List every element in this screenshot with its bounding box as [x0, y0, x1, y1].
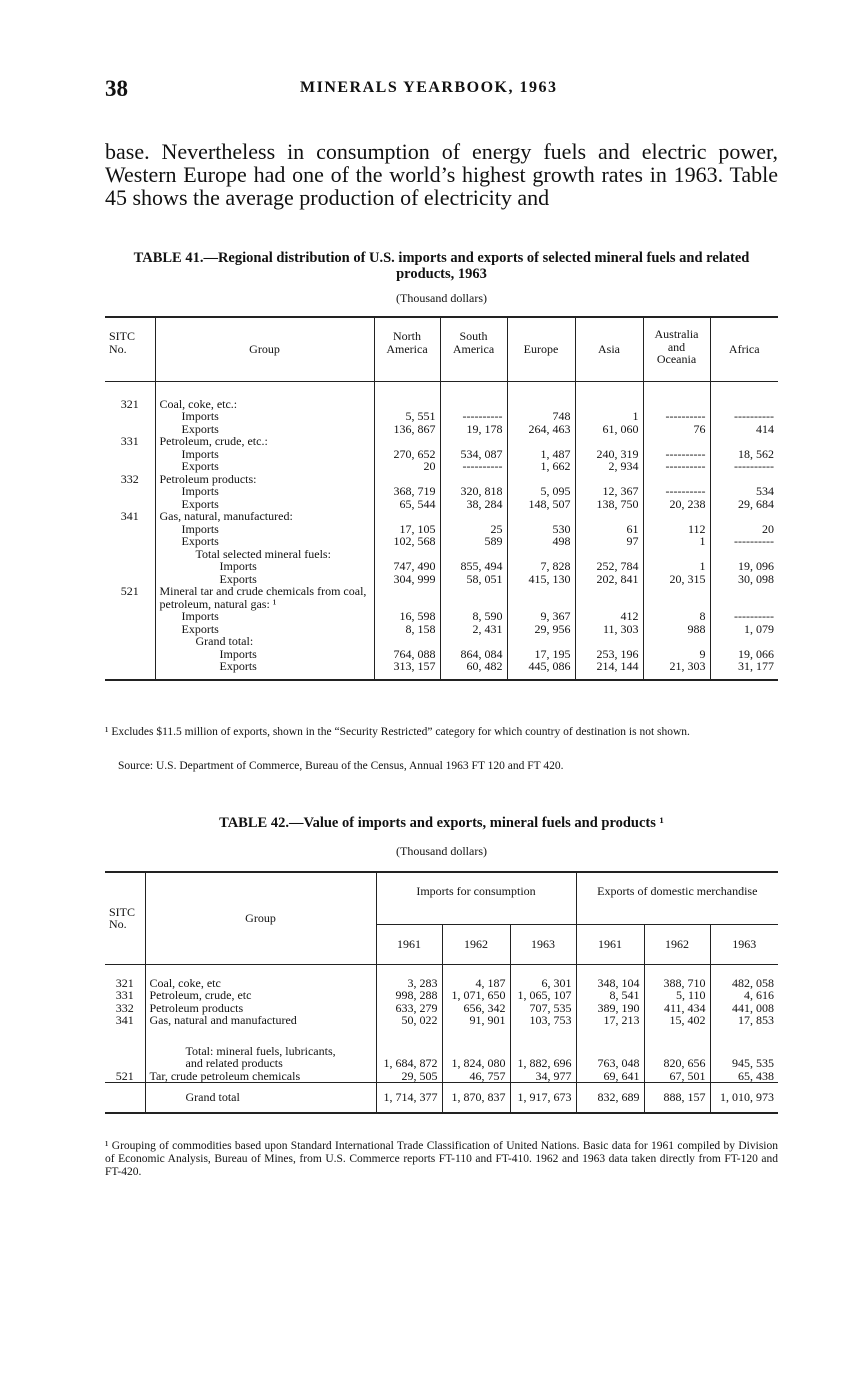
value-cell: 4, 187 — [442, 964, 510, 989]
value-cell — [440, 585, 507, 610]
col-header-europe: Europe — [507, 317, 575, 381]
value-cell: 20, 315 — [643, 573, 710, 586]
sitc-cell — [105, 648, 155, 661]
table42-footnote: ¹ Grouping of commodities based upon Standard International Trade Classification of United Nations. Basic data for 1961 compiled by Division of Economic Analysis, Bureau of Mines, from U.S. Commerce reports FT-110 and FT-410. 1962 and 1963 data taken directly from FT-120 and FT-420. — [105, 1140, 778, 1178]
value-cell: 1, 071, 650 — [442, 989, 510, 1002]
value-cell: 633, 279 — [376, 1002, 442, 1015]
value-cell: 415, 130 — [507, 573, 575, 586]
col-header-australia-oceania: Australia and Oceania — [643, 317, 710, 381]
col-header-south-america: South America — [440, 317, 507, 381]
group-cell — [155, 560, 374, 573]
value-cell — [374, 635, 440, 648]
value-cell: 445, 086 — [507, 660, 575, 680]
value-cell: 763, 048 — [576, 1027, 644, 1070]
t42-year-header: 1963 — [510, 924, 576, 964]
value-cell: 855, 494 — [440, 560, 507, 573]
value-cell: 5, 110 — [644, 989, 710, 1002]
value-cell: ---------- — [643, 485, 710, 498]
group-label: Grand total — [185, 1090, 240, 1104]
value-cell — [507, 381, 575, 410]
value-cell: 91, 901 — [442, 1014, 510, 1027]
value-cell: 17, 853 — [710, 1014, 778, 1027]
group-cell — [145, 1083, 376, 1113]
group-label: Gas, natural and manufactured — [149, 1013, 297, 1027]
table-row — [105, 635, 778, 648]
group-label: Imports — [181, 609, 219, 623]
table-row — [105, 548, 778, 561]
value-cell: 5, 095 — [507, 485, 575, 498]
t42-year-header: 1963 — [710, 924, 778, 964]
value-cell: 945, 535 — [710, 1027, 778, 1070]
sitc-cell — [105, 660, 155, 680]
table41-source: Source: U.S. Department of Commerce, Bureau of the Census, Annual 1963 FT 120 and FT 420. — [118, 760, 564, 772]
value-cell: ---------- — [643, 460, 710, 473]
value-cell: 17, 213 — [576, 1014, 644, 1027]
value-cell: 8, 158 — [374, 623, 440, 636]
sitc-cell: 521 — [120, 584, 139, 598]
table42 — [105, 871, 778, 1114]
t42-col-header-sitc: SITC No. — [105, 872, 145, 964]
value-cell — [710, 435, 778, 448]
value-cell: 20 — [374, 460, 440, 473]
value-cell: 19, 066 — [710, 648, 778, 661]
value-cell: 20 — [710, 523, 778, 536]
table-row — [105, 1070, 778, 1083]
value-cell — [440, 435, 507, 448]
value-cell — [374, 510, 440, 523]
value-cell: 65, 544 — [374, 498, 440, 511]
value-cell: 17, 105 — [374, 523, 440, 536]
value-cell: 138, 750 — [575, 498, 643, 511]
value-cell: 368, 719 — [374, 485, 440, 498]
value-cell: 29, 684 — [710, 498, 778, 511]
table-row — [105, 964, 778, 989]
group-label: Imports — [181, 409, 219, 423]
table-row — [105, 1027, 778, 1070]
value-cell: 441, 008 — [710, 1002, 778, 1015]
value-cell: 998, 288 — [376, 989, 442, 1002]
value-cell — [575, 510, 643, 523]
group-cell — [155, 548, 374, 561]
sitc-cell: 331 — [120, 434, 139, 448]
sitc-cell — [105, 610, 155, 623]
value-cell — [575, 585, 643, 610]
value-cell: 240, 319 — [575, 448, 643, 461]
value-cell: 748 — [507, 410, 575, 423]
value-cell: 1, 870, 837 — [442, 1083, 510, 1113]
value-cell: 69, 641 — [576, 1070, 644, 1083]
value-cell: 58, 051 — [440, 573, 507, 586]
t42-year-header: 1962 — [644, 924, 710, 964]
value-cell — [710, 381, 778, 410]
value-cell: 389, 190 — [576, 1002, 644, 1015]
value-cell: 534, 087 — [440, 448, 507, 461]
value-cell: 3, 283 — [376, 964, 442, 989]
body-paragraph: base. Nevertheless in consumption of energy fuels and electric power, Western Europe had one of the world’s highest growth rates in 1963. Table 45 shows the average production of electricity and — [105, 139, 778, 210]
value-cell: 656, 342 — [442, 1002, 510, 1015]
value-cell: 61 — [575, 523, 643, 536]
table-row — [105, 1014, 778, 1027]
group-cell — [145, 1027, 376, 1070]
value-cell: 530 — [507, 523, 575, 536]
sitc-cell: 332 — [115, 1000, 134, 1015]
value-cell: 61, 060 — [575, 423, 643, 436]
value-cell — [643, 635, 710, 648]
value-cell: ---------- — [710, 410, 778, 423]
value-cell — [710, 635, 778, 648]
value-cell: 1, 662 — [507, 460, 575, 473]
value-cell: 1, 010, 973 — [710, 1083, 778, 1113]
value-cell: 764, 088 — [374, 648, 440, 661]
sitc-cell — [105, 485, 155, 498]
value-cell: 747, 490 — [374, 560, 440, 573]
t42-header-exports: Exports of domestic merchandise — [576, 872, 778, 924]
col-header-sitc: SITC No. — [105, 317, 155, 381]
value-cell: 29, 956 — [507, 623, 575, 636]
value-cell: 270, 652 — [374, 448, 440, 461]
value-cell: 6, 301 — [510, 964, 576, 989]
value-cell: 1, 824, 080 — [442, 1027, 510, 1070]
value-cell — [374, 585, 440, 610]
value-cell: 498 — [507, 535, 575, 548]
value-cell: 31, 177 — [710, 660, 778, 680]
value-cell: ---------- — [710, 535, 778, 548]
sitc-cell: 332 — [120, 471, 139, 486]
value-cell: 9, 367 — [507, 610, 575, 623]
group-label: Coal, coke, etc — [149, 975, 221, 990]
group-label: Total: mineral fuels, lubricants, and related products — [185, 1043, 336, 1070]
group-label: Imports — [219, 646, 257, 661]
value-cell: 589 — [440, 535, 507, 548]
value-cell: 1 — [575, 410, 643, 423]
value-cell: 313, 157 — [374, 660, 440, 680]
value-cell: 38, 284 — [440, 498, 507, 511]
value-cell: 8, 541 — [576, 989, 644, 1002]
value-cell: 707, 535 — [510, 1002, 576, 1015]
value-cell: 1 — [643, 560, 710, 573]
table42-unit: (Thousand dollars) — [396, 844, 487, 858]
table-row — [105, 660, 778, 680]
value-cell: 11, 303 — [575, 623, 643, 636]
value-cell: 864, 084 — [440, 648, 507, 661]
sitc-cell — [105, 523, 155, 536]
sitc-cell — [105, 560, 155, 573]
value-cell: 97 — [575, 535, 643, 548]
t42-year-header: 1961 — [576, 924, 644, 964]
group-cell — [155, 623, 374, 636]
value-cell — [575, 381, 643, 410]
group-label: Imports — [219, 559, 257, 573]
value-cell: 76 — [643, 423, 710, 436]
value-cell: 148, 507 — [507, 498, 575, 511]
value-cell — [643, 510, 710, 523]
table41-body — [105, 381, 778, 680]
t42-year-header: 1962 — [442, 924, 510, 964]
value-cell: 103, 753 — [510, 1014, 576, 1027]
col-header-asia: Asia — [575, 317, 643, 381]
value-cell: 50, 022 — [376, 1014, 442, 1027]
sitc-cell — [105, 623, 155, 636]
group-label: Petroleum, crude, etc — [149, 988, 252, 1002]
sitc-cell: 321 — [115, 975, 134, 990]
group-label: Imports — [181, 484, 219, 498]
group-label: Mineral tar and crude chemicals from coal, petroleum, natural gas: ¹ — [159, 584, 367, 611]
value-cell: 1, 882, 696 — [510, 1027, 576, 1070]
value-cell: 202, 841 — [575, 573, 643, 586]
sitc-cell: 521 — [115, 1068, 134, 1083]
value-cell: 9 — [643, 648, 710, 661]
sitc-cell: 341 — [115, 1013, 134, 1027]
sitc-cell — [105, 1027, 145, 1070]
value-cell: 1, 917, 673 — [510, 1083, 576, 1113]
value-cell: 34, 977 — [510, 1070, 576, 1083]
value-cell: ---------- — [643, 448, 710, 461]
table-row — [105, 560, 778, 573]
table42-caption: TABLE 42.—Value of imports and exports, mineral fuels and products ¹ — [219, 815, 664, 831]
value-cell: 5, 551 — [374, 410, 440, 423]
value-cell: 820, 656 — [644, 1027, 710, 1070]
value-cell: 17, 195 — [507, 648, 575, 661]
value-cell — [575, 435, 643, 448]
group-label: Gas, natural, manufactured: — [159, 509, 293, 523]
value-cell — [710, 510, 778, 523]
group-label: Exports — [219, 571, 257, 586]
value-cell: 1 — [643, 535, 710, 548]
table42-body — [105, 964, 778, 1113]
value-cell: 414 — [710, 423, 778, 436]
sitc-cell — [105, 548, 155, 561]
value-cell: 18, 562 — [710, 448, 778, 461]
value-cell: 30, 098 — [710, 573, 778, 586]
running-head: MINERALS YEARBOOK, 1963 — [300, 79, 558, 96]
group-label: Imports — [181, 446, 219, 461]
group-label: Exports — [181, 534, 219, 548]
t42-header-imports: Imports for consumption — [376, 872, 576, 924]
value-cell: 2, 934 — [575, 460, 643, 473]
value-cell: ---------- — [440, 410, 507, 423]
value-cell: 1, 714, 377 — [376, 1083, 442, 1113]
group-label: Petroleum, crude, etc.: — [159, 434, 268, 448]
table-row — [105, 585, 778, 610]
value-cell: 304, 999 — [374, 573, 440, 586]
col-header-africa: Africa — [710, 317, 778, 381]
value-cell — [507, 585, 575, 610]
table-row — [105, 1083, 778, 1113]
value-cell — [507, 435, 575, 448]
group-label: Exports — [181, 459, 219, 473]
group-cell — [155, 585, 374, 610]
value-cell — [507, 510, 575, 523]
group-label: Exports — [181, 496, 219, 511]
col-header-north-america: North America — [374, 317, 440, 381]
value-cell: 534 — [710, 485, 778, 498]
value-cell: 1, 684, 872 — [376, 1027, 442, 1070]
group-label: Total selected mineral fuels: — [195, 546, 331, 561]
value-cell: 8, 590 — [440, 610, 507, 623]
value-cell: ---------- — [710, 610, 778, 623]
table41-footnote: ¹ Excludes $11.5 million of exports, shown in the “Security Restricted” category for which country of destination is not shown. — [105, 726, 690, 738]
value-cell: 60, 482 — [440, 660, 507, 680]
value-cell — [507, 635, 575, 648]
value-cell — [710, 585, 778, 610]
value-cell: ---------- — [440, 460, 507, 473]
value-cell: 67, 501 — [644, 1070, 710, 1083]
col-header-group: Group — [155, 317, 374, 381]
value-cell: 112 — [643, 523, 710, 536]
t42-col-header-group: Group — [145, 872, 376, 964]
value-cell: 65, 438 — [710, 1070, 778, 1083]
group-label: Grand total: — [195, 634, 254, 648]
value-cell — [374, 435, 440, 448]
value-cell: 988 — [643, 623, 710, 636]
value-cell — [643, 381, 710, 410]
value-cell — [643, 585, 710, 610]
group-label: Exports — [219, 659, 257, 673]
value-cell: 888, 157 — [644, 1083, 710, 1113]
value-cell: 252, 784 — [575, 560, 643, 573]
value-cell: 20, 238 — [643, 498, 710, 511]
sitc-cell: 341 — [120, 509, 139, 523]
value-cell — [440, 635, 507, 648]
group-cell — [155, 381, 374, 410]
value-cell: 2, 431 — [440, 623, 507, 636]
group-label: Imports — [181, 521, 219, 536]
group-cell — [145, 964, 376, 989]
value-cell: 320, 818 — [440, 485, 507, 498]
value-cell: 136, 867 — [374, 423, 440, 436]
value-cell — [440, 381, 507, 410]
sitc-cell: 321 — [120, 396, 139, 411]
value-cell: ---------- — [643, 410, 710, 423]
value-cell: 7, 828 — [507, 560, 575, 573]
group-cell — [155, 635, 374, 648]
value-cell: 29, 505 — [376, 1070, 442, 1083]
value-cell — [643, 435, 710, 448]
value-cell: 12, 367 — [575, 485, 643, 498]
t42-year-header: 1961 — [376, 924, 442, 964]
sitc-cell: 331 — [115, 988, 134, 1002]
value-cell: 482, 058 — [710, 964, 778, 989]
group-label: Exports — [181, 621, 219, 636]
sitc-cell — [105, 635, 155, 648]
value-cell: 16, 598 — [374, 610, 440, 623]
value-cell: 1, 079 — [710, 623, 778, 636]
value-cell: 21, 303 — [643, 660, 710, 680]
value-cell: 8 — [643, 610, 710, 623]
value-cell: 411, 434 — [644, 1002, 710, 1015]
group-label: Coal, coke, etc.: — [159, 396, 238, 411]
table41-unit: (Thousand dollars) — [396, 291, 487, 305]
group-cell — [145, 1070, 376, 1083]
sitc-cell — [105, 410, 155, 423]
value-cell — [440, 510, 507, 523]
value-cell: ---------- — [710, 460, 778, 473]
sitc-cell — [105, 460, 155, 473]
value-cell: 19, 178 — [440, 423, 507, 436]
value-cell: 832, 689 — [576, 1083, 644, 1113]
value-cell: 264, 463 — [507, 423, 575, 436]
sitc-cell — [105, 1083, 145, 1113]
value-cell — [575, 635, 643, 648]
table41-caption: TABLE 41.—Regional distribution of U.S. imports and exports of selected mineral fuels and related products, 1963 — [133, 250, 750, 282]
page-number: 38 — [105, 76, 128, 101]
value-cell: 388, 710 — [644, 964, 710, 989]
value-cell: 253, 196 — [575, 648, 643, 661]
value-cell: 46, 757 — [442, 1070, 510, 1083]
sitc-cell — [105, 448, 155, 461]
value-cell: 102, 568 — [374, 535, 440, 548]
value-cell: 15, 402 — [644, 1014, 710, 1027]
value-cell: 4, 616 — [710, 989, 778, 1002]
value-cell: 214, 144 — [575, 660, 643, 680]
sitc-cell — [105, 535, 155, 548]
group-label: Tar, crude petroleum chemicals — [149, 1068, 301, 1083]
group-cell — [155, 660, 374, 680]
value-cell: 19, 096 — [710, 560, 778, 573]
value-cell — [374, 381, 440, 410]
group-cell — [145, 1014, 376, 1027]
value-cell: 25 — [440, 523, 507, 536]
value-cell: 348, 104 — [576, 964, 644, 989]
group-cell — [155, 648, 374, 661]
group-label: Petroleum products: — [159, 471, 257, 486]
value-cell: 412 — [575, 610, 643, 623]
value-cell: 1, 487 — [507, 448, 575, 461]
table-row — [105, 381, 778, 410]
value-cell: 1, 065, 107 — [510, 989, 576, 1002]
table41 — [105, 316, 778, 681]
group-label: Exports — [181, 421, 219, 436]
group-label: Petroleum products — [149, 1000, 244, 1015]
